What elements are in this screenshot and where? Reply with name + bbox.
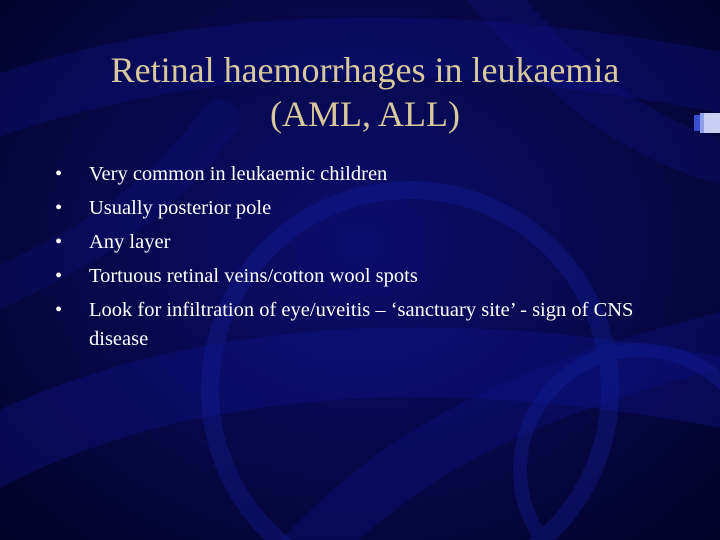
- bullet-text: Look for infiltration of eye/uveitis – ‘sanctuary site’ - sign of CNS disease: [89, 299, 634, 350]
- bullet-icon: •: [55, 299, 63, 321]
- bullet-text: Any layer: [89, 231, 171, 253]
- bullet-list: [55, 160, 665, 359]
- bullet-icon: •: [55, 197, 63, 219]
- bullet-item: [55, 194, 665, 223]
- bullet-text: Tortuous retinal veins/cotton wool spots: [89, 265, 418, 287]
- title-line-1: Retinal haemorrhages in leukaemia: [110, 50, 620, 90]
- bullet-icon: •: [55, 265, 63, 287]
- bullet-item: [55, 160, 665, 189]
- bullet-text: Very common in leukaemic children: [89, 163, 388, 185]
- bullet-text: Usually posterior pole: [89, 197, 272, 219]
- bullet-item: [55, 296, 665, 354]
- slide-title: [40, 48, 690, 136]
- bullet-item: [55, 228, 665, 257]
- bullet-icon: •: [55, 231, 63, 253]
- decorative-tab: [694, 113, 720, 133]
- title-line-2: (AML, ALL): [270, 94, 460, 134]
- bullet-item: [55, 262, 665, 291]
- bullet-icon: •: [55, 163, 63, 185]
